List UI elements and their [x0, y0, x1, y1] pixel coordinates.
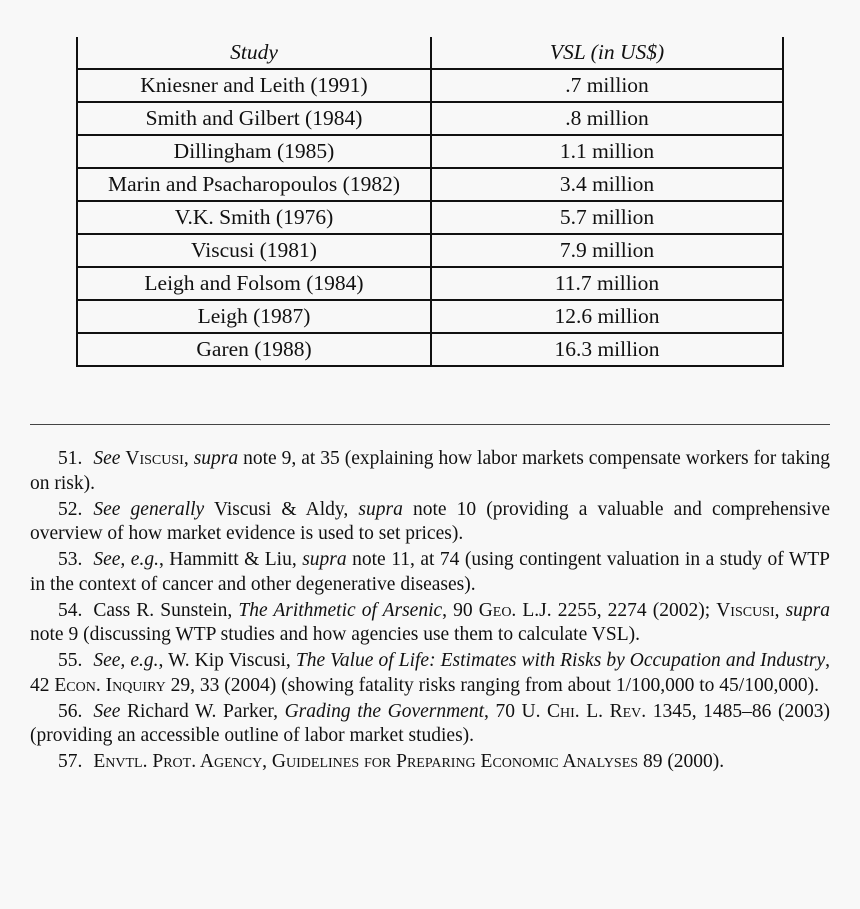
footnote-number: 51. [58, 448, 83, 469]
footnote-segment: See generally [93, 498, 205, 520]
study-cell: Kniesner and Leith (1991) [77, 69, 431, 102]
footnote-56 [30, 700, 830, 749]
header-vsl: VSL (in US$) [431, 37, 783, 69]
footnote-51 [30, 447, 830, 496]
study-cell: Viscusi (1981) [77, 234, 431, 267]
footnote-segment: L. [579, 700, 610, 722]
footnote-segment: Grading the Government [284, 700, 484, 722]
footnote-segment: The Arithmetic of Arsenic [238, 599, 443, 621]
study-cell: Leigh (1987) [77, 300, 431, 333]
footnote-divider [30, 424, 830, 425]
study-cell: V.K. Smith (1976) [77, 201, 431, 234]
footnote-text [30, 499, 830, 545]
footnote-text [30, 600, 830, 646]
footnote-segment: Econ. Inquiry [54, 674, 166, 696]
footnote-55 [30, 649, 830, 698]
footnotes-section [30, 447, 830, 776]
footnote-segment: , [774, 599, 786, 621]
footnote-segment: Rev. [609, 700, 647, 722]
footnote-segment: Geo. [478, 599, 517, 621]
footnote-text [30, 650, 830, 696]
footnote-segment: supra [302, 549, 347, 571]
footnote-number: 55. [58, 650, 83, 672]
footnote-segment: supra [193, 448, 239, 469]
vsl-cell: 11.7 million [431, 267, 783, 300]
table-row [77, 300, 783, 333]
footnote-number: 54. [58, 599, 83, 621]
table-row [77, 333, 783, 366]
footnote-segment: See, e.g. [93, 650, 159, 672]
vsl-table [76, 37, 784, 367]
footnote-54 [30, 599, 830, 648]
vsl-cell: 12.6 million [431, 300, 783, 333]
footnote-segment: note 11, at 74 (using contingent valuation in a study of WTP in the context of cancer and other degenerative diseases). [30, 549, 831, 595]
footnote-segment: The Value of Life: Estimates with Risks by Occupation and Industry [295, 650, 826, 672]
footnote-segment: See [93, 700, 121, 722]
footnote-segment: supra [785, 599, 831, 621]
vsl-cell: 3.4 million [431, 168, 783, 201]
footnote-segment: Viscusi [716, 599, 775, 621]
footnote-segment: 89 (2000). [638, 751, 725, 773]
footnote-segment: Viscusi [125, 448, 184, 469]
vsl-cell: .7 million [431, 69, 783, 102]
footnote-segment: , Hammitt & Liu, [158, 549, 303, 571]
footnote-segment: , 90 [442, 599, 479, 621]
footnote-segment: Chi. [547, 700, 580, 722]
study-cell: Dillingham (1985) [77, 135, 431, 168]
footnote-text [30, 549, 830, 595]
footnote-segment: , W. Kip Viscusi, [158, 650, 296, 672]
footnote-segment: , 70 U. [484, 700, 548, 722]
study-cell: Leigh and Folsom (1984) [77, 267, 431, 300]
table-row [77, 234, 783, 267]
study-cell: Garen (1988) [77, 333, 431, 366]
study-cell: Marin and Psacharopoulos (1982) [77, 168, 431, 201]
footnote-segment: Cass R. Sunstein, [93, 599, 239, 621]
vsl-cell: .8 million [431, 102, 783, 135]
vsl-cell: 16.3 million [431, 333, 783, 366]
footnote-segment: Richard W. Parker, [120, 700, 285, 722]
footnote-segment: note 9 (discussing WTP studies and how agencies use them to calculate VSL). [30, 624, 640, 646]
footnote-segment: , 42 [30, 650, 830, 696]
footnote-segment: 29, 33 (2004) (showing fatality risks ranging from about 1/100,000 to 45/100,000). [165, 674, 819, 696]
vsl-cell: 7.9 million [431, 234, 783, 267]
table-row [77, 69, 783, 102]
table-row [77, 102, 783, 135]
footnote-segment: note 10 (providing a valuable and comprehensive overview of how market evidence is used to set prices). [30, 498, 830, 545]
table-row [77, 201, 783, 234]
footnote-number: 57. [58, 751, 83, 773]
study-cell: Smith and Gilbert (1984) [77, 102, 431, 135]
vsl-cell: 5.7 million [431, 201, 783, 234]
footnote-number: 56. [58, 700, 83, 722]
table-header-row [77, 37, 783, 69]
footnote-segment: Envtl. Prot. Agency, Guidelines for Preparing Economic Analyses [93, 751, 639, 773]
footnote-segment: , [183, 448, 194, 469]
footnote-segment: See, e.g. [93, 549, 159, 571]
footnote-text [93, 751, 724, 772]
footnote-segment: 1345, 1485–86 (2003) (providing an accessible outline of labor market studies). [30, 700, 830, 747]
table-row [77, 267, 783, 300]
header-study: Study [77, 37, 431, 69]
footnote-text [30, 701, 830, 747]
footnote-57 [30, 750, 830, 775]
vsl-table-container [76, 37, 784, 367]
footnote-segment: note 9, at 35 (explaining how labor markets compensate workers for taking on risk). [30, 448, 830, 494]
footnote-number: 52. [58, 498, 83, 520]
footnote-52 [30, 498, 830, 547]
footnote-segment: L.J. 2255, 2274 (2002); [516, 599, 717, 621]
table-row [77, 168, 783, 201]
table-row [77, 135, 783, 168]
footnote-number: 53. [58, 549, 83, 571]
footnote-segment: Viscusi & Aldy, [204, 498, 359, 520]
footnote-text [30, 448, 830, 494]
footnote-segment: supra [358, 498, 403, 520]
vsl-cell: 1.1 million [431, 135, 783, 168]
footnote-segment: See [93, 448, 121, 469]
footnote-53 [30, 548, 830, 597]
